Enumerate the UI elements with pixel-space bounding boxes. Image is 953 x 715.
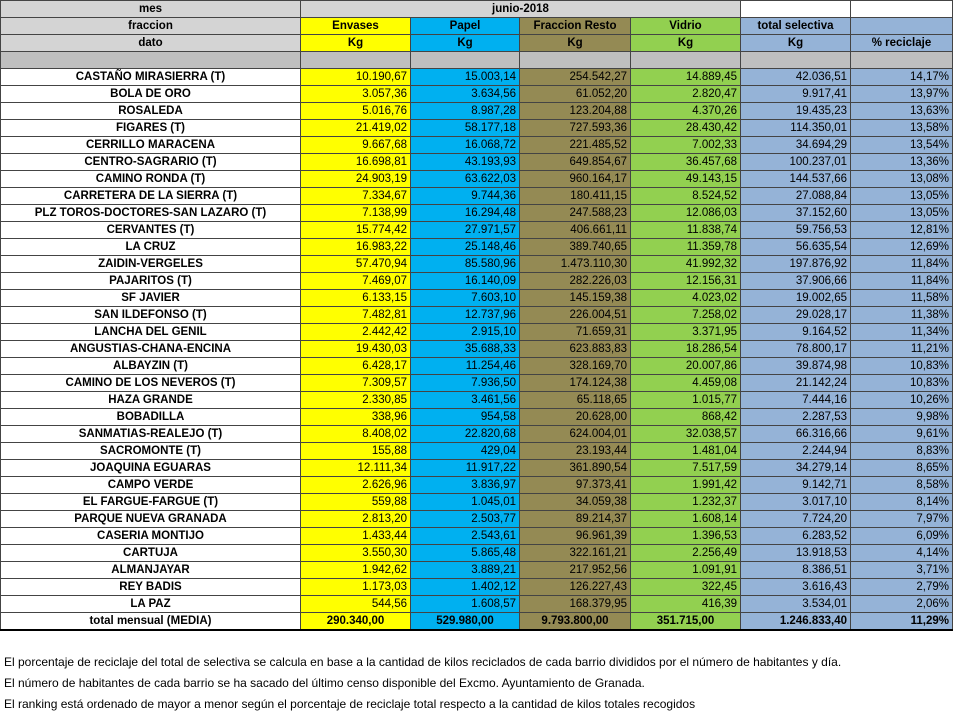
barrio-name: HAZA GRANDE	[1, 392, 301, 409]
selectiva-value: 59.756,53	[741, 222, 851, 239]
reciclaje-value: 9,98%	[851, 409, 953, 426]
vidrio-value: 2.820,47	[631, 86, 741, 103]
papel-value: 3.634,56	[411, 86, 520, 103]
vidrio-value: 1.608,14	[631, 511, 741, 528]
footnote: El ranking está ordenado de mayor a menor según el porcentaje de reciclaje total respecto a la cantidad de kilos totales recogidos	[4, 697, 696, 711]
envases-value: 21.419,02	[301, 120, 411, 137]
reciclaje-value: 11,84%	[851, 273, 953, 290]
vidrio-value: 11.838,74	[631, 222, 741, 239]
papel-value: 1.045,01	[411, 494, 520, 511]
papel-value: 7.936,50	[411, 375, 520, 392]
total-row	[1, 613, 953, 631]
reciclaje-value: 9,61%	[851, 426, 953, 443]
barrio-name: PAJARITOS (T)	[1, 273, 301, 290]
reciclaje-value: 10,83%	[851, 375, 953, 392]
resto-value: 624.004,01	[520, 426, 631, 443]
vidrio-value: 7.002,33	[631, 137, 741, 154]
blank-cell	[851, 1, 953, 18]
table-row	[1, 205, 953, 222]
barrio-name: LANCHA DEL GENIL	[1, 324, 301, 341]
vidrio-value: 7.258,02	[631, 307, 741, 324]
envases-value: 3.550,30	[301, 545, 411, 562]
footnote: El número de habitantes de cada barrio se ha sacado del último censo disponible del Excmo. Ayuntamiento de Granada.	[4, 676, 645, 690]
resto-value: 361.890,54	[520, 460, 631, 477]
vidrio-value: 1.991,42	[631, 477, 741, 494]
spacer-cell	[520, 52, 631, 69]
resto-value: 1.473.110,30	[520, 256, 631, 273]
reciclaje-value: 3,71%	[851, 562, 953, 579]
reciclaje-value: 2,79%	[851, 579, 953, 596]
papel-value: 85.580,96	[411, 256, 520, 273]
footnote: El porcentaje de reciclaje del total de selectiva se calcula en base a la cantidad de kilos reciclados de cada barrio divididos por el número de habitantes y día.	[4, 655, 842, 669]
resto-value: 226.004,51	[520, 307, 631, 324]
papel-value: 11.254,46	[411, 358, 520, 375]
barrio-name: SF JAVIER	[1, 290, 301, 307]
reciclaje-value: 11,21%	[851, 341, 953, 358]
table-row	[1, 154, 953, 171]
reciclaje-value: 12,69%	[851, 239, 953, 256]
envases-value: 2.813,20	[301, 511, 411, 528]
resto-value: 649.854,67	[520, 154, 631, 171]
fraccion-label: fraccion	[1, 18, 301, 35]
selectiva-value: 34.279,14	[741, 460, 851, 477]
selectiva-value: 3.017,10	[741, 494, 851, 511]
barrio-name: PLZ TOROS-DOCTORES-SAN LAZARO (T)	[1, 205, 301, 222]
envases-value: 7.334,67	[301, 188, 411, 205]
table-row	[1, 358, 953, 375]
barrio-name: SACROMONTE (T)	[1, 443, 301, 460]
col-header-total-selectiva: total selectiva	[741, 18, 851, 35]
footnotes	[4, 652, 841, 715]
selectiva-value: 19.435,23	[741, 103, 851, 120]
envases-value: 155,88	[301, 443, 411, 460]
barrio-name: JOAQUINA EGUARAS	[1, 460, 301, 477]
papel-value: 954,58	[411, 409, 520, 426]
blank-cell	[741, 1, 851, 18]
envases-value: 9.667,68	[301, 137, 411, 154]
resto-value: 123.204,88	[520, 103, 631, 120]
papel-value: 35.688,33	[411, 341, 520, 358]
envases-value: 57.470,94	[301, 256, 411, 273]
unit-fraccion-resto: Kg	[520, 35, 631, 52]
papel-value: 3.461,56	[411, 392, 520, 409]
reciclaje-value: 13,05%	[851, 188, 953, 205]
papel-value: 429,04	[411, 443, 520, 460]
resto-value: 406.661,11	[520, 222, 631, 239]
resto-value: 180.411,15	[520, 188, 631, 205]
table-row	[1, 494, 953, 511]
table-row	[1, 324, 953, 341]
table-row	[1, 273, 953, 290]
envases-value: 15.774,42	[301, 222, 411, 239]
barrio-name: SAN ILDEFONSO (T)	[1, 307, 301, 324]
vidrio-value: 36.457,68	[631, 154, 741, 171]
papel-value: 12.737,96	[411, 307, 520, 324]
resto-value: 168.379,95	[520, 596, 631, 613]
selectiva-value: 144.537,66	[741, 171, 851, 188]
selectiva-value: 100.237,01	[741, 154, 851, 171]
papel-value: 9.744,36	[411, 188, 520, 205]
papel-value: 8.987,28	[411, 103, 520, 120]
reciclaje-value: 11,38%	[851, 307, 953, 324]
reciclaje-value: 11,84%	[851, 256, 953, 273]
selectiva-value: 7.444,16	[741, 392, 851, 409]
vidrio-value: 4.023,02	[631, 290, 741, 307]
reciclaje-value: 11,58%	[851, 290, 953, 307]
selectiva-value: 29.028,17	[741, 307, 851, 324]
papel-value: 2.543,61	[411, 528, 520, 545]
total-resto-value: 9.793.800,00	[520, 613, 631, 631]
table-row	[1, 239, 953, 256]
selectiva-value: 9.917,41	[741, 86, 851, 103]
col-header-reciclaje	[851, 18, 953, 35]
total-vidrio-value: 351.715,00	[631, 613, 741, 631]
selectiva-value: 21.142,24	[741, 375, 851, 392]
envases-value: 2.330,85	[301, 392, 411, 409]
resto-value: 328.169,70	[520, 358, 631, 375]
reciclaje-value: 13,54%	[851, 137, 953, 154]
vidrio-value: 322,45	[631, 579, 741, 596]
vidrio-value: 1.015,77	[631, 392, 741, 409]
envases-value: 8.408,02	[301, 426, 411, 443]
total-envases-value: 290.340,00	[301, 613, 411, 631]
envases-value: 2.626,96	[301, 477, 411, 494]
resto-value: 89.214,37	[520, 511, 631, 528]
selectiva-value: 27.088,84	[741, 188, 851, 205]
barrio-name: ANGUSTIAS-CHANA-ENCINA	[1, 341, 301, 358]
selectiva-value: 8.386,51	[741, 562, 851, 579]
vidrio-value: 12.086,03	[631, 205, 741, 222]
envases-value: 2.442,42	[301, 324, 411, 341]
col-header-fraccion-resto: Fraccion Resto	[520, 18, 631, 35]
unit-envases: Kg	[301, 35, 411, 52]
reciclaje-value: 13,58%	[851, 120, 953, 137]
reciclaje-value: 13,08%	[851, 171, 953, 188]
spacer-cell	[631, 52, 741, 69]
selectiva-value: 42.036,51	[741, 69, 851, 86]
barrio-name: CARRETERA DE LA SIERRA (T)	[1, 188, 301, 205]
envases-value: 559,88	[301, 494, 411, 511]
table-row	[1, 392, 953, 409]
reciclaje-value: 8,83%	[851, 443, 953, 460]
selectiva-value: 7.724,20	[741, 511, 851, 528]
barrio-name: ALBAYZIN (T)	[1, 358, 301, 375]
resto-value: 247.588,23	[520, 205, 631, 222]
selectiva-value: 2.244,94	[741, 443, 851, 460]
reciclaje-value: 13,97%	[851, 86, 953, 103]
col-header-papel: Papel	[411, 18, 520, 35]
vidrio-value: 1.396,53	[631, 528, 741, 545]
table-row	[1, 222, 953, 239]
total-label: total mensual (MEDIA)	[1, 613, 301, 631]
selectiva-value: 114.350,01	[741, 120, 851, 137]
vidrio-value: 7.517,59	[631, 460, 741, 477]
resto-value: 20.628,00	[520, 409, 631, 426]
envases-value: 1.942,62	[301, 562, 411, 579]
vidrio-value: 49.143,15	[631, 171, 741, 188]
table-row	[1, 375, 953, 392]
papel-value: 43.193,93	[411, 154, 520, 171]
selectiva-value: 9.142,71	[741, 477, 851, 494]
envases-value: 6.133,15	[301, 290, 411, 307]
table-row	[1, 409, 953, 426]
vidrio-value: 32.038,57	[631, 426, 741, 443]
table-row	[1, 69, 953, 86]
reciclaje-value: 11,34%	[851, 324, 953, 341]
table-row	[1, 426, 953, 443]
papel-value: 1.608,57	[411, 596, 520, 613]
envases-value: 7.469,07	[301, 273, 411, 290]
papel-value: 63.622,03	[411, 171, 520, 188]
papel-value: 15.003,14	[411, 69, 520, 86]
envases-value: 10.190,67	[301, 69, 411, 86]
vidrio-value: 14.889,45	[631, 69, 741, 86]
barrio-name: ROSALEDA	[1, 103, 301, 120]
resto-value: 145.159,38	[520, 290, 631, 307]
selectiva-value: 78.800,17	[741, 341, 851, 358]
reciclaje-value: 10,26%	[851, 392, 953, 409]
dato-label: dato	[1, 35, 301, 52]
envases-value: 16.698,81	[301, 154, 411, 171]
selectiva-value: 39.874,98	[741, 358, 851, 375]
resto-value: 727.593,36	[520, 120, 631, 137]
table-row	[1, 103, 953, 120]
barrio-name: ZAIDIN-VERGELES	[1, 256, 301, 273]
barrio-name: LA PAZ	[1, 596, 301, 613]
reciclaje-value: 8,65%	[851, 460, 953, 477]
selectiva-value: 6.283,52	[741, 528, 851, 545]
reciclaje-value: 14,17%	[851, 69, 953, 86]
resto-value: 322.161,21	[520, 545, 631, 562]
reciclaje-value: 10,83%	[851, 358, 953, 375]
barrio-name: REY BADIS	[1, 579, 301, 596]
barrio-name: ALMANJAYAR	[1, 562, 301, 579]
vidrio-value: 20.007,86	[631, 358, 741, 375]
resto-value: 282.226,03	[520, 273, 631, 290]
resto-value: 254.542,27	[520, 69, 631, 86]
envases-value: 3.057,36	[301, 86, 411, 103]
papel-value: 58.177,18	[411, 120, 520, 137]
barrio-name: CASTAÑO MIRASIERRA (T)	[1, 69, 301, 86]
selectiva-value: 34.694,29	[741, 137, 851, 154]
reciclaje-value: 12,81%	[851, 222, 953, 239]
table-row	[1, 290, 953, 307]
papel-value: 25.148,46	[411, 239, 520, 256]
barrio-name: EL FARGUE-FARGUE (T)	[1, 494, 301, 511]
month-value: junio-2018	[301, 1, 741, 18]
vidrio-value: 3.371,95	[631, 324, 741, 341]
selectiva-value: 13.918,53	[741, 545, 851, 562]
envases-value: 7.309,57	[301, 375, 411, 392]
vidrio-value: 868,42	[631, 409, 741, 426]
barrio-name: PARQUE NUEVA GRANADA	[1, 511, 301, 528]
envases-value: 7.482,81	[301, 307, 411, 324]
table-row	[1, 307, 953, 324]
reciclaje-value: 6,09%	[851, 528, 953, 545]
total-papel-value: 529.980,00	[411, 613, 520, 631]
vidrio-value: 4.370,26	[631, 103, 741, 120]
selectiva-value: 3.616,43	[741, 579, 851, 596]
envases-value: 338,96	[301, 409, 411, 426]
papel-value: 3.889,21	[411, 562, 520, 579]
table-row	[1, 528, 953, 545]
resto-value: 960.164,17	[520, 171, 631, 188]
reciclaje-value: 8,14%	[851, 494, 953, 511]
barrio-name: CARTUJA	[1, 545, 301, 562]
resto-value: 97.373,41	[520, 477, 631, 494]
papel-value: 22.820,68	[411, 426, 520, 443]
papel-value: 16.140,09	[411, 273, 520, 290]
spacer-cell	[851, 52, 953, 69]
table-row	[1, 460, 953, 477]
selectiva-value: 3.534,01	[741, 596, 851, 613]
reciclaje-value: 7,97%	[851, 511, 953, 528]
papel-value: 2.915,10	[411, 324, 520, 341]
vidrio-value: 11.359,78	[631, 239, 741, 256]
reciclaje-value: 8,58%	[851, 477, 953, 494]
barrio-name: BOLA DE ORO	[1, 86, 301, 103]
reciclaje-value: 13,63%	[851, 103, 953, 120]
reciclaje-value: 13,05%	[851, 205, 953, 222]
barrio-name: BOBADILLA	[1, 409, 301, 426]
table-row	[1, 477, 953, 494]
envases-value: 7.138,99	[301, 205, 411, 222]
barrio-name: CAMINO RONDA (T)	[1, 171, 301, 188]
vidrio-value: 1.481,04	[631, 443, 741, 460]
selectiva-value: 66.316,66	[741, 426, 851, 443]
barrio-name: CAMINO DE LOS NEVEROS (T)	[1, 375, 301, 392]
vidrio-value: 28.430,42	[631, 120, 741, 137]
table-row	[1, 443, 953, 460]
vidrio-value: 2.256,49	[631, 545, 741, 562]
envases-value: 19.430,03	[301, 341, 411, 358]
vidrio-value: 8.524,52	[631, 188, 741, 205]
papel-value: 5.865,48	[411, 545, 520, 562]
vidrio-value: 41.992,32	[631, 256, 741, 273]
resto-value: 174.124,38	[520, 375, 631, 392]
vidrio-value: 12.156,31	[631, 273, 741, 290]
resto-value: 126.227,43	[520, 579, 631, 596]
table-row	[1, 562, 953, 579]
envases-value: 5.016,76	[301, 103, 411, 120]
papel-value: 11.917,22	[411, 460, 520, 477]
papel-value: 16.294,48	[411, 205, 520, 222]
table-row	[1, 596, 953, 613]
selectiva-value: 2.287,53	[741, 409, 851, 426]
resto-value: 65.118,65	[520, 392, 631, 409]
barrio-name: CENTRO-SAGRARIO (T)	[1, 154, 301, 171]
barrio-name: CERVANTES (T)	[1, 222, 301, 239]
table-row	[1, 137, 953, 154]
table-row	[1, 86, 953, 103]
unit-vidrio: Kg	[631, 35, 741, 52]
spacer-cell	[301, 52, 411, 69]
spacer-cell	[741, 52, 851, 69]
envases-value: 6.428,17	[301, 358, 411, 375]
table-row	[1, 545, 953, 562]
barrio-name: SANMATIAS-REALEJO (T)	[1, 426, 301, 443]
unit-papel: Kg	[411, 35, 520, 52]
envases-value: 16.983,22	[301, 239, 411, 256]
papel-value: 16.068,72	[411, 137, 520, 154]
papel-value: 2.503,77	[411, 511, 520, 528]
vidrio-value: 4.459,08	[631, 375, 741, 392]
table-row	[1, 511, 953, 528]
papel-value: 3.836,97	[411, 477, 520, 494]
spacer-cell	[411, 52, 520, 69]
resto-value: 96.961,39	[520, 528, 631, 545]
barrio-name: LA CRUZ	[1, 239, 301, 256]
papel-value: 1.402,12	[411, 579, 520, 596]
col-header-vidrio: Vidrio	[631, 18, 741, 35]
total-selectiva-value: 1.246.833,40	[741, 613, 851, 631]
col-header-envases: Envases	[301, 18, 411, 35]
resto-value: 34.059,38	[520, 494, 631, 511]
resto-value: 23.193,44	[520, 443, 631, 460]
envases-value: 1.433,44	[301, 528, 411, 545]
table-row	[1, 579, 953, 596]
unit-total-selectiva: Kg	[741, 35, 851, 52]
selectiva-value: 37.152,60	[741, 205, 851, 222]
spacer-cell	[1, 52, 301, 69]
reciclaje-value: 4,14%	[851, 545, 953, 562]
resto-value: 217.952,56	[520, 562, 631, 579]
resto-value: 61.052,20	[520, 86, 631, 103]
barrio-name: CERRILLO MARACENA	[1, 137, 301, 154]
envases-value: 24.903,19	[301, 171, 411, 188]
papel-value: 7.603,10	[411, 290, 520, 307]
selectiva-value: 56.635,54	[741, 239, 851, 256]
selectiva-value: 37.906,66	[741, 273, 851, 290]
table-row	[1, 188, 953, 205]
envases-value: 1.173,03	[301, 579, 411, 596]
selectiva-value: 9.164,52	[741, 324, 851, 341]
barrio-name: CASERIA MONTIJO	[1, 528, 301, 545]
reciclaje-value: 2,06%	[851, 596, 953, 613]
vidrio-value: 416,39	[631, 596, 741, 613]
mes-label: mes	[1, 1, 301, 18]
total-reciclaje-value: 11,29%	[851, 613, 953, 631]
reciclaje-value: 13,36%	[851, 154, 953, 171]
table-row	[1, 341, 953, 358]
selectiva-value: 19.002,65	[741, 290, 851, 307]
table-row	[1, 256, 953, 273]
barrio-name: FIGARES (T)	[1, 120, 301, 137]
barrio-name: CAMPO VERDE	[1, 477, 301, 494]
selectiva-value: 197.876,92	[741, 256, 851, 273]
table-row	[1, 120, 953, 137]
envases-value: 12.111,34	[301, 460, 411, 477]
vidrio-value: 1.232,37	[631, 494, 741, 511]
resto-value: 71.659,31	[520, 324, 631, 341]
papel-value: 27.971,57	[411, 222, 520, 239]
resto-value: 623.883,83	[520, 341, 631, 358]
envases-value: 544,56	[301, 596, 411, 613]
resto-value: 221.485,52	[520, 137, 631, 154]
table-row	[1, 171, 953, 188]
vidrio-value: 1.091,91	[631, 562, 741, 579]
vidrio-value: 18.286,54	[631, 341, 741, 358]
unit-reciclaje: % reciclaje	[851, 35, 953, 52]
resto-value: 389.740,65	[520, 239, 631, 256]
